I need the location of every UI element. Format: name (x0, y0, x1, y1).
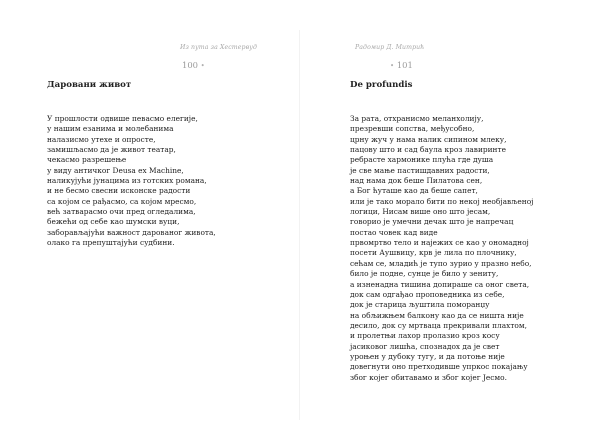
poem-line: посети Аушвицу, крв је лила по плочнику, (350, 248, 517, 258)
poem-line: а изненадна тишина допираше са оног света, (350, 279, 530, 289)
poem-line: било је подне, сунце је било у зениту, (350, 269, 499, 279)
poem-line: јасиковог лишћа, спознадох да је свет (350, 341, 500, 351)
poem-line: налазисмо утехе и опросте, (47, 134, 156, 144)
poem-line: бежећи од себе као шумски вуци, (47, 217, 180, 227)
poem-line: већ затварасмо очи пред огледалима, (47, 207, 196, 217)
poem-line: и не бесмо свесни исконске радости (47, 186, 191, 196)
running-head: Из пута за Хестервуд (180, 44, 257, 51)
poem-line: десило, док су мртваца прекривали плахтом, (350, 320, 527, 330)
poem-line: За рата, отхранисмо меланхолију, (350, 114, 484, 123)
poem-line: заборављајући важност дарованог живота, (47, 227, 216, 237)
poem-line: замишљасмо да је живот театар, (47, 145, 176, 155)
poem-title: Даровани живот (47, 80, 132, 90)
poem-line: сећам се, младић је тупо зурио у празно небо, (350, 258, 532, 268)
poem-body (47, 114, 287, 248)
poem-line: олако га препуштајући судбини. (47, 238, 175, 248)
poem-line: док сам одгађао проповедника из себе, (350, 289, 505, 299)
poem-line: у нашим езанима и молебанима (47, 124, 174, 134)
poem-line: је све мање пастишдавних радости, (350, 165, 490, 175)
poem-line: постао човек кад виде (350, 227, 438, 237)
poem-line: у виду античког Deusа ex Machine, (47, 165, 184, 175)
poem-line: а Бог ћуташе као да беше сапет, (350, 186, 478, 196)
poem-line: првомртво тело и најежих се као у ономадној (350, 238, 529, 248)
poem-line: чекасмо разрешење (47, 155, 127, 165)
poem-body (350, 114, 595, 383)
right-page (300, 0, 600, 443)
poem-line: и пролетњи лахор пролазио кроз косу (350, 331, 500, 341)
page-bullet: • (390, 62, 395, 70)
poem-line: са којом се рађасмо, са којом мресмо, (47, 196, 197, 206)
poem-line: ребрасте хармонике плућа где душа (350, 155, 494, 165)
poem-line: наликујући јунацима из готских романа, (47, 176, 207, 186)
poem-line: презревши сопства, међусобно, (350, 124, 475, 134)
poem-line: пацову што и сад баула кроз лавиринте (350, 145, 506, 155)
poem-title: De profundis (350, 80, 413, 90)
running-head: Радомир Д. Митрић (355, 44, 425, 51)
poem-line: говорио је умечни дечак што је напречац (350, 217, 514, 227)
page-number-value: 101 (396, 60, 413, 70)
poem-line: због којег обитавамо и због којег Јесмо. (350, 372, 507, 382)
poem-line: црну жуч у нама налик сипином млеку, (350, 134, 507, 144)
poem-line: на обљижњем балкону као да се ништа није (350, 310, 524, 320)
page-number-value: 100 (182, 60, 198, 70)
page-number (182, 60, 205, 70)
poem-line: довегнути оно претходивше упркос покајању (350, 362, 528, 372)
poem-line: док је старица љуштила поморанџу (350, 300, 490, 310)
page-bullet: • (200, 62, 205, 70)
poem-line: над нама док беше Пилатова сен, (350, 176, 483, 186)
poem-line: логици, Нисам више оно што јесам, (350, 207, 491, 217)
poem-line: У прошлости одвише певасмо елегије, (47, 114, 198, 123)
poem-line: уроњен у дубоку тугу, и да потоње није (350, 351, 505, 361)
poem-line: или је тако морало бити по некој необјављеној (350, 196, 534, 206)
page-number (390, 60, 413, 70)
